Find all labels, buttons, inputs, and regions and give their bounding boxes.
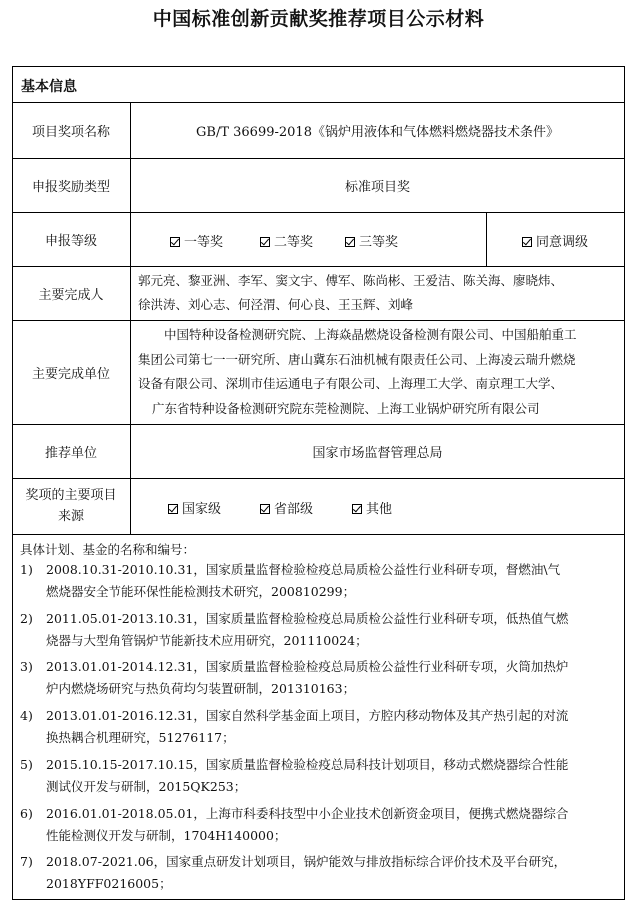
item-number: 4): [20, 708, 33, 723]
recommender-value: 国家市场监督管理总局: [312, 445, 443, 461]
funding-intro: 具体计划、基金的名称和编号：: [20, 542, 196, 557]
item-line: 2015.10.15-2017.10.15，国家质量监督检验检疫总局科技计划项目，移动式燃烧器综合性能: [46, 757, 569, 772]
item-line: 测试仪开发与研制，2015QK253；: [46, 779, 247, 794]
option-label: 三等奖: [359, 235, 399, 250]
completers-line: 徐洪涛、刘心志、何泾渭、何心良、王玉辉、刘峰: [138, 297, 414, 312]
level-option-first[interactable]: [170, 231, 223, 250]
option-label: 省部级: [274, 502, 314, 517]
item-number: 3): [20, 659, 33, 674]
recommender-label: 推荐单位: [44, 445, 97, 461]
award-type-value: 标准项目奖: [344, 179, 410, 195]
checkbox-checked-icon[interactable]: [352, 504, 362, 514]
source-option-national[interactable]: [168, 498, 221, 517]
item-number: 7): [20, 854, 33, 869]
project-name-label: 项目奖项名称: [31, 124, 110, 140]
item-line: 2008.10.31-2010.10.31，国家质量监督检验检疫总局质检公益性行业科研专项，督燃油\气: [46, 562, 561, 577]
checkbox-checked-icon[interactable]: [260, 237, 270, 247]
source-label-line: 奖项的主要项目: [25, 488, 117, 503]
item-line: 炉内燃烧场研究与热负荷均匀装置研制，201310163；: [46, 681, 356, 696]
adjust-level-option[interactable]: [522, 231, 588, 250]
item-line: 2013.01.01-2016.12.31，国家自然科学基金面上项目，方腔内移动物体及其产热引起的对流: [46, 708, 569, 723]
completers-line: 郭元亮、黎亚洲、李军、窦文宇、傅军、陈尚彬、王爱洁、陈关海、廖晓炜、: [138, 273, 564, 288]
item-line: 2011.05.01-2013.10.31，国家质量监督检验检疫总局质检公益性行业科研专项，低热值气燃: [46, 611, 569, 626]
option-label: 二等奖: [274, 235, 314, 250]
option-label: 一等奖: [184, 235, 224, 250]
checkbox-checked-icon[interactable]: [168, 504, 178, 514]
units-label: 主要完成单位: [31, 366, 110, 382]
item-number: 5): [20, 757, 33, 772]
item-line: 燃烧器安全节能环保性能检测技术研究，200810299；: [46, 584, 356, 599]
option-label: 国家级: [182, 502, 222, 517]
award-type-label: 申报奖励类型: [31, 179, 110, 195]
item-line: 2018.07-2021.06，国家重点研发计划项目，锅炉能效与排放指标综合评价技术及平台研究，: [46, 854, 567, 869]
checkbox-checked-icon[interactable]: [260, 504, 270, 514]
award-level-label: 申报等级: [44, 233, 97, 249]
item-number: 1): [20, 562, 33, 577]
item-line: 2016.01.01-2018.05.01，上海市科委科技型中小企业技术创新资金项目，便携式燃烧器综合: [46, 806, 569, 821]
item-line: 2013.01.01-2014.12.31，国家质量监督检验检疫总局质检公益性行业科研专项，火筒加热炉: [46, 659, 569, 674]
checkbox-checked-icon[interactable]: [170, 237, 180, 247]
item-line: 烧器与大型角管锅炉节能新技术应用研究，201110024；: [46, 633, 368, 648]
checkbox-checked-icon[interactable]: [522, 237, 532, 247]
source-label-line: 来源: [57, 509, 84, 524]
item-number: 6): [20, 806, 33, 821]
project-name-value: GB/T 36699-2018《锅炉用液体和气体燃料燃烧器技术条件》: [196, 124, 559, 140]
section-heading: 基本信息: [21, 79, 77, 95]
level-option-second[interactable]: [260, 231, 313, 250]
source-label: [12, 478, 130, 534]
units-line: 中国特种设备检测研究院、上海焱晶燃烧设备检测有限公司、中国船舶重工: [164, 327, 577, 342]
row-divider: [12, 534, 625, 535]
units-line: 广东省特种设备检测研究院东莞检测院、上海工业锅炉研究所有限公司: [152, 400, 540, 416]
source-option-other[interactable]: [352, 498, 392, 517]
source-option-provincial[interactable]: [260, 498, 313, 517]
checkbox-checked-icon[interactable]: [345, 237, 355, 247]
completers-value: [138, 269, 620, 317]
units-value: [138, 323, 620, 421]
completers-label: 主要完成人: [38, 287, 104, 303]
column-divider: [486, 212, 487, 266]
item-line: 换热耦合机理研究，51276117；: [46, 730, 235, 745]
units-line: 集团公司第七一一研究所、唐山冀东石油机械有限责任公司、上海凌云瑞升燃烧: [138, 351, 576, 367]
document-title: 中国标准创新贡献奖推荐项目公示材料: [152, 8, 485, 30]
item-line: 性能检测仪开发与研制，1704H140000；: [46, 828, 287, 843]
level-option-third[interactable]: [345, 231, 398, 250]
option-label: 同意调级: [536, 235, 589, 250]
item-number: 2): [20, 611, 33, 626]
item-line: 2018YFF0216005；: [46, 876, 172, 891]
units-line: 设备有限公司、深圳市佳运通电子有限公司、上海理工大学、南京理工大学、: [138, 376, 564, 391]
option-label: 其他: [366, 502, 393, 517]
